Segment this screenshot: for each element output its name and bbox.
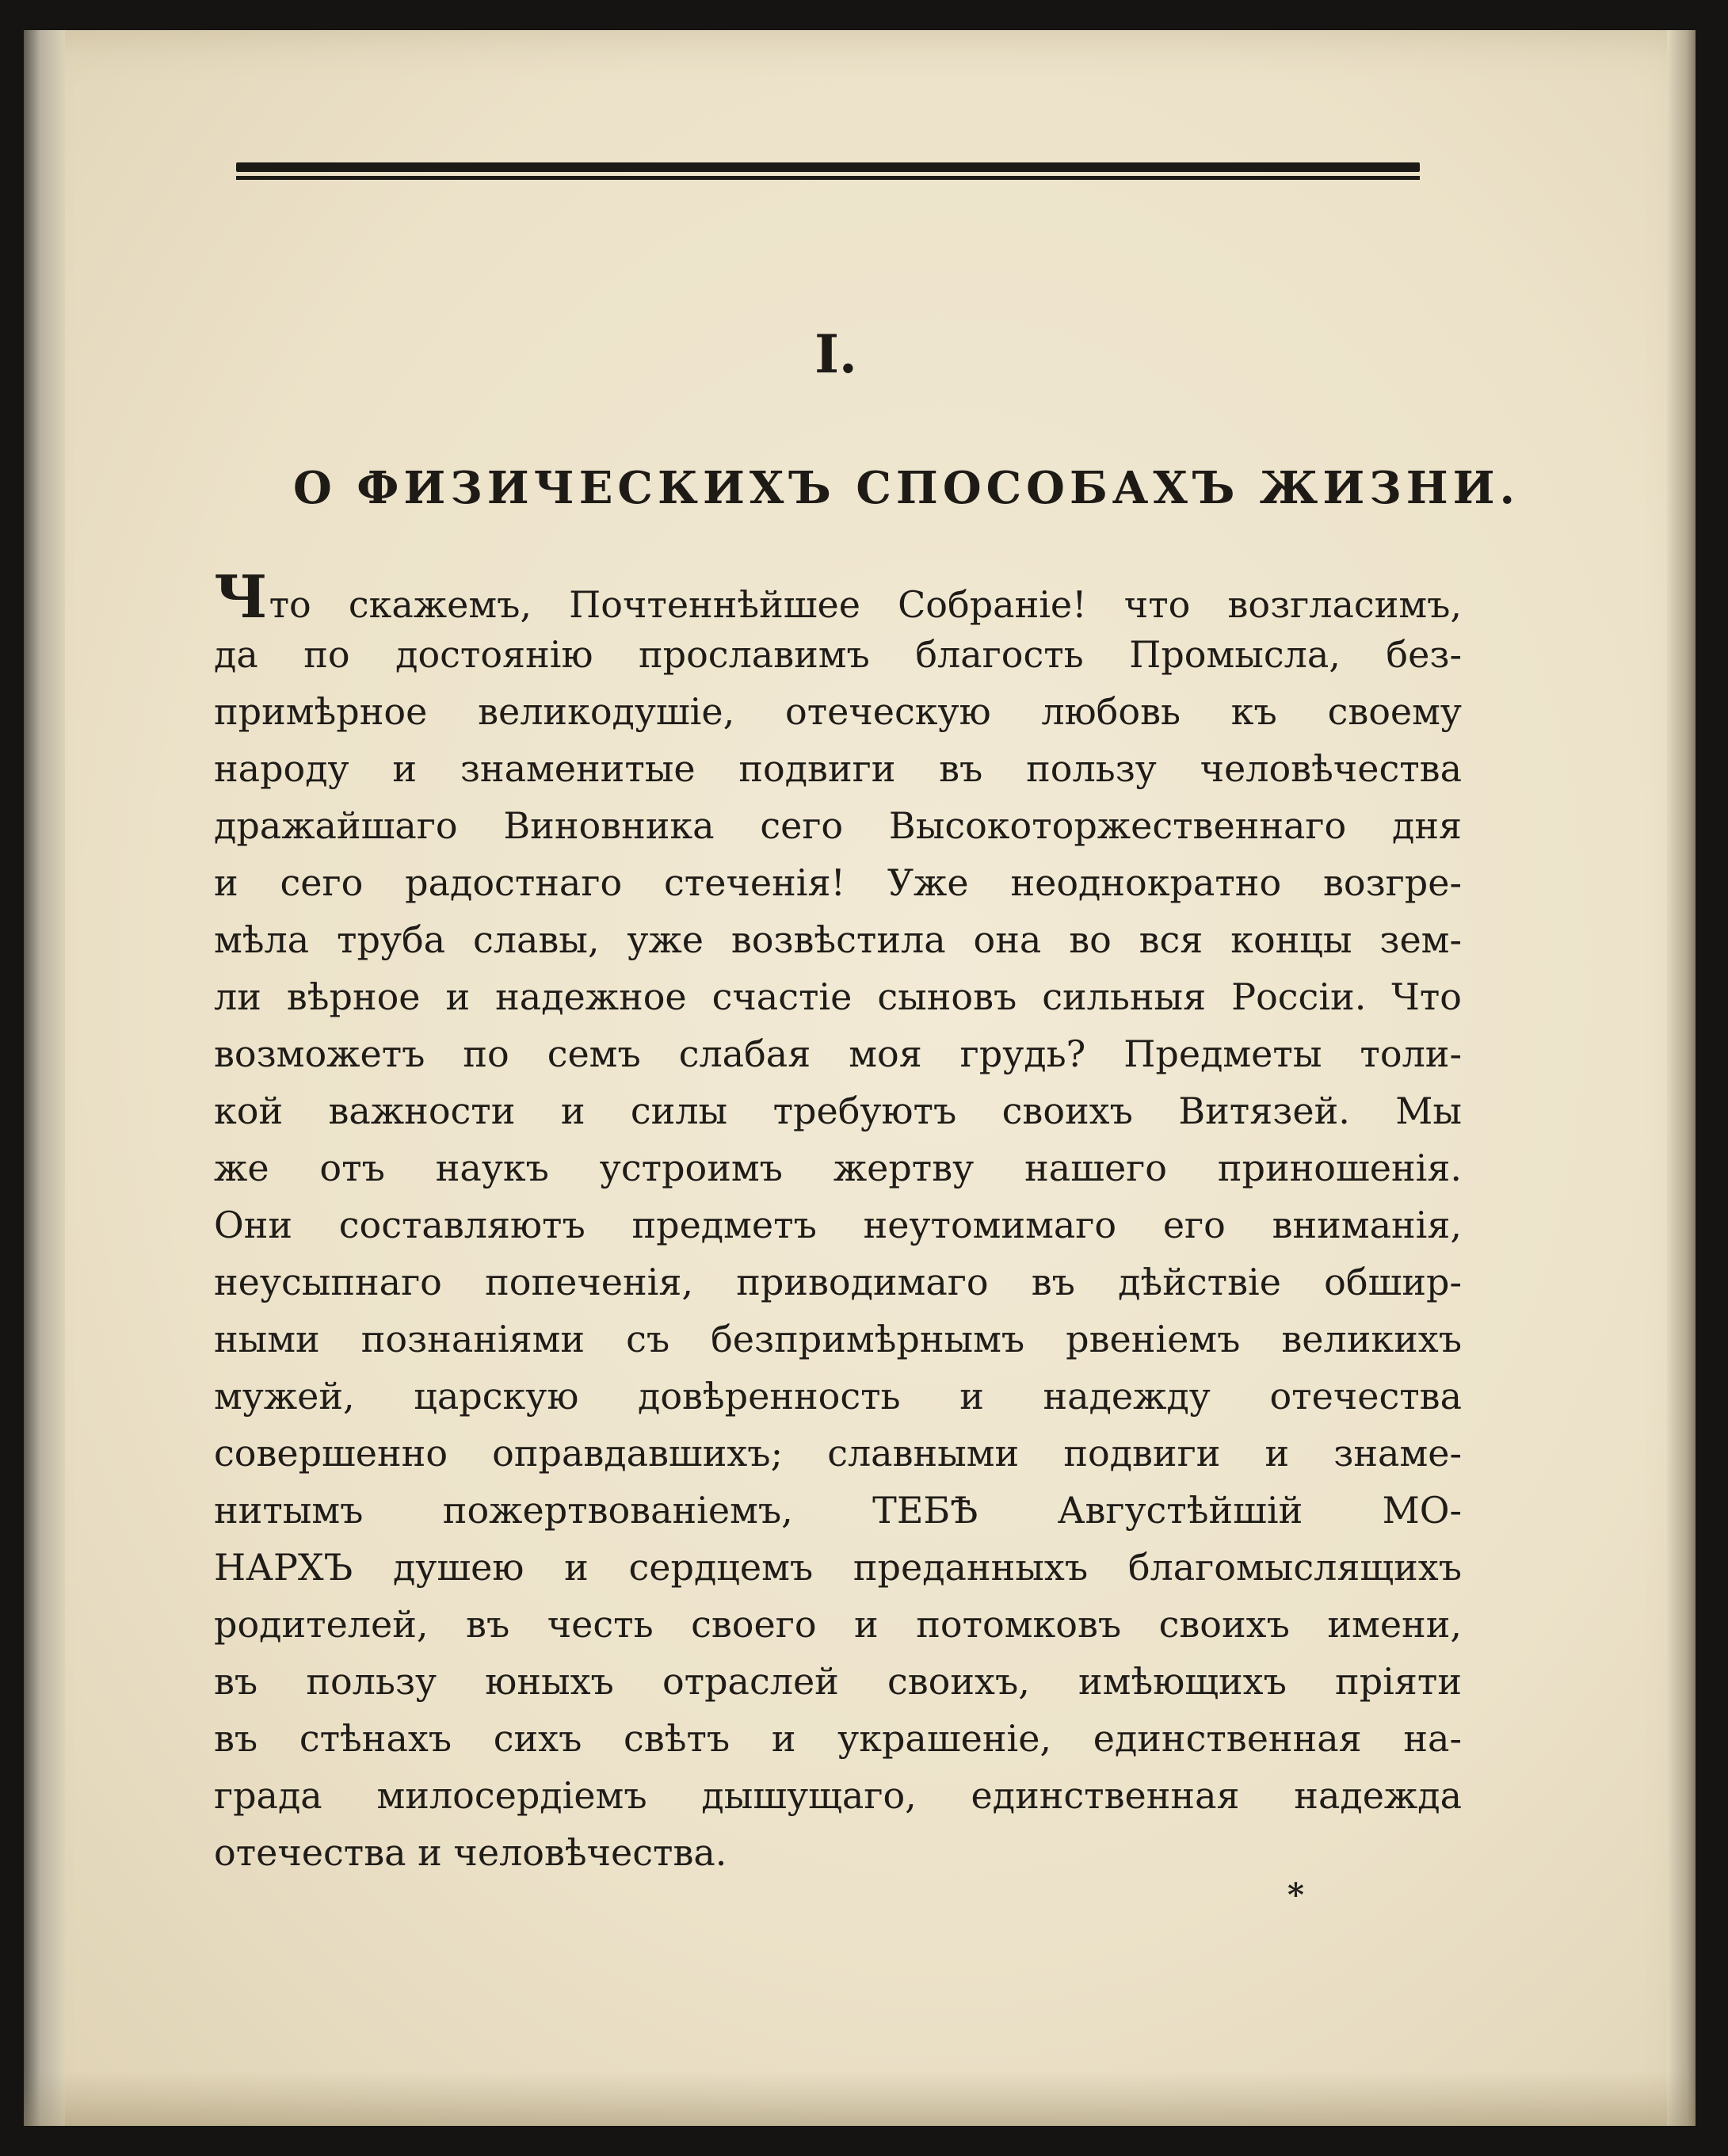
text-line-3: примѣрное великодушіе, отеческую любовь къ своему <box>214 690 1462 733</box>
text-line-8: ли вѣрное и надежное счастіе сыновъ сильныя Россіи. Что <box>214 975 1462 1018</box>
text-line-12: Они составляютъ предметъ неутомимаго его вниманія, <box>214 1204 1462 1246</box>
rule-thin-line <box>236 176 1420 180</box>
text-line-15: мужей, царскую довѣренность и надежду отечества <box>214 1375 1462 1418</box>
chapter-numeral: I. <box>814 323 857 385</box>
text-line-9: возможетъ по семъ слабая моя грудь? Предметы толи- <box>214 1032 1462 1075</box>
text-line-23: отечества и человѣчества. <box>214 1831 727 1874</box>
text-line-14: ными познаніями съ безпримѣрнымъ рвеніемъ великихъ <box>214 1318 1462 1360</box>
drop-cap: Ч <box>214 563 268 632</box>
text-line-13: неусыпнаго попеченія, приводимаго въ дѣйствіе обшир- <box>214 1261 1462 1303</box>
text-line-10: кой важности и силы требуютъ своихъ Витязей. Мы <box>214 1089 1462 1132</box>
book-page <box>24 30 1696 2126</box>
text-line-18: НАРХЪ душею и сердцемъ преданныхъ благомыслящихъ <box>214 1546 1462 1589</box>
body-paragraph <box>214 563 1462 1881</box>
text-line-7: мѣла труба славы, уже возвѣстила она во вся концы зем- <box>214 918 1462 961</box>
text-line-1: Что скажемъ, Почтеннѣйшее Собраніе! что возгласимъ, <box>214 563 1462 632</box>
text-line-17: нитымъ пожертвованіемъ, ТЕБѢ Августѣйшій МО- <box>214 1489 1462 1532</box>
binding-gutter <box>24 30 65 2126</box>
catchword-asterisk: * <box>1287 1876 1304 1914</box>
page-bottom-shadow <box>24 2070 1696 2126</box>
text-line-2: да по достоянію прославимъ благость Промысла, без- <box>214 633 1462 676</box>
page-edge <box>1667 30 1696 2126</box>
chapter-heading: О ФИЗИЧЕСКИХЪ СПОСОБАХЪ ЖИЗНИ. <box>293 462 1520 514</box>
decorative-double-rule <box>236 161 1420 181</box>
text-line-21: въ стѣнахъ сихъ свѣтъ и украшеніе, единственная на- <box>214 1717 1462 1760</box>
text-line-19: родителей, въ честь своего и потомковъ своихъ имени, <box>214 1603 1462 1646</box>
text-line-16: совершенно оправдавшихъ; славными подвиги и знаме- <box>214 1432 1462 1475</box>
text-line-22: града милосердіемъ дышущаго, единственная надежда <box>214 1774 1462 1817</box>
text-line-6: и сего радостнаго стеченія! Уже неоднократно возгре- <box>214 861 1462 904</box>
rule-thick-line <box>236 162 1420 172</box>
text-line-11: же отъ наукъ устроимъ жертву нашего приношенія. <box>214 1147 1462 1189</box>
text-line-20: въ пользу юныхъ отраслей своихъ, имѣющихъ пріяти <box>214 1660 1462 1703</box>
text-line-5: дражайшаго Виновника сего Высокоторжественнаго дня <box>214 804 1462 847</box>
text-line-4: народу и знаменитые подвиги въ пользу человѣчества <box>214 747 1462 790</box>
